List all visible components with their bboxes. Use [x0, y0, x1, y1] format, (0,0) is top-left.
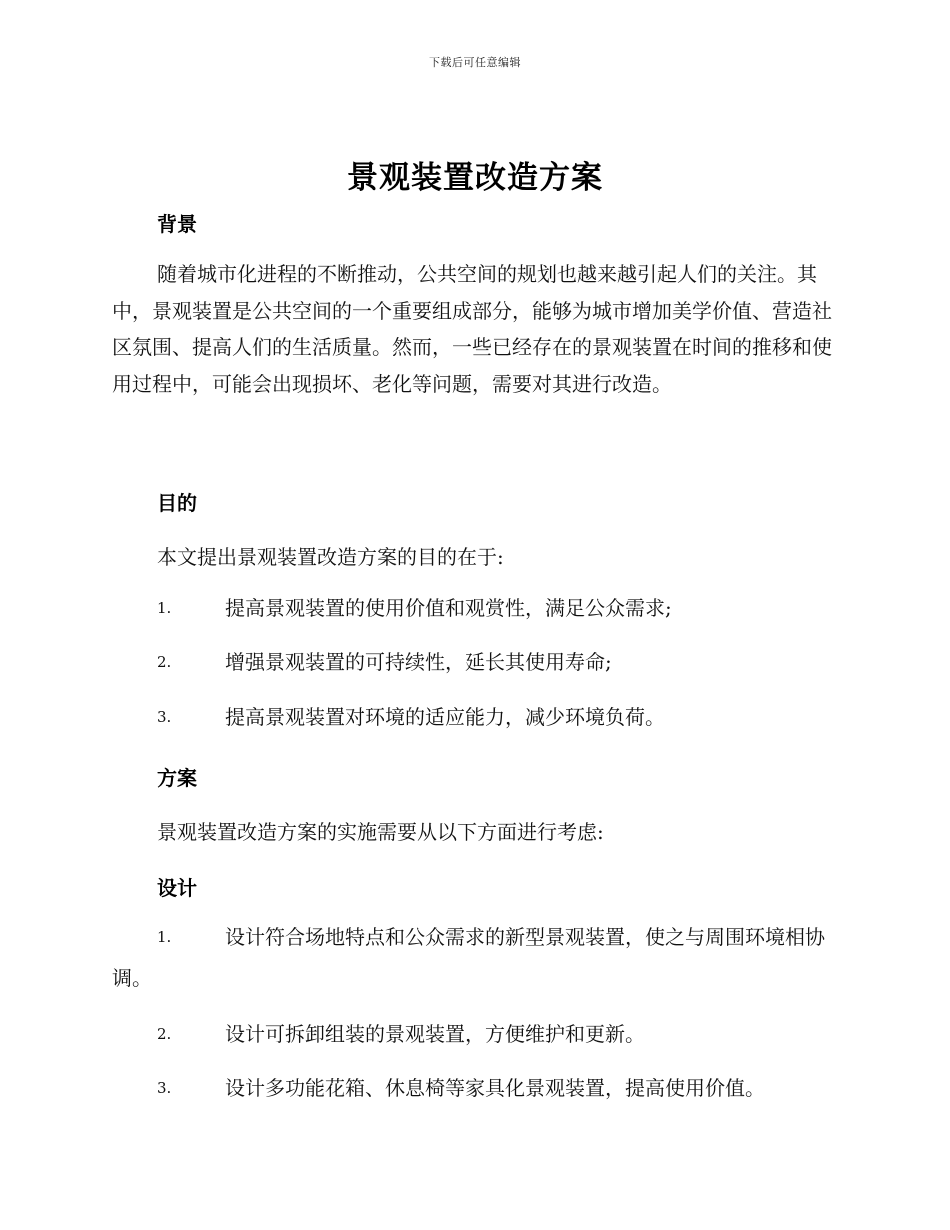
header-note: 下载后可任意编辑 [429, 56, 521, 69]
design-list-item [112, 1068, 838, 1109]
design-list-item [112, 917, 838, 999]
list-item-text: 设计可拆卸组装的景观装置，方便维护和更新。 [225, 1022, 645, 1046]
list-item-text: 提高景观装置对环境的适应能力，减少环境负荷。 [225, 705, 665, 729]
list-item-text: 增强景观装置的可持续性，延长其使用寿命; [225, 650, 612, 674]
purpose-list-item [112, 642, 838, 683]
purpose-intro: 本文提出景观装置改造方案的目的在于: [157, 545, 504, 569]
list-item-number: 1. [157, 599, 172, 617]
purpose-list-item [112, 588, 838, 629]
list-item-number: 2. [157, 653, 172, 671]
purpose-list-item [112, 697, 838, 738]
list-item-text: 提高景观装置的使用价值和观赏性，满足公众需求; [225, 596, 672, 620]
section-heading-plan: 方案 [157, 766, 197, 790]
section-heading-background: 背景 [157, 212, 197, 236]
list-item-text: 设计多功能花箱、休息椅等家具化景观装置，提高使用价值。 [225, 1076, 765, 1100]
list-item-number: 3. [157, 708, 172, 726]
list-item-number: 1. [157, 928, 172, 946]
list-item-number: 2. [157, 1025, 172, 1043]
plan-intro: 景观装置改造方案的实施需要从以下方面进行考虑: [157, 820, 604, 844]
list-item-text: 设计符合场地特点和公众需求的新型景观装置，使之与周围环境相协调。 [112, 925, 825, 990]
section-heading-design: 设计 [157, 876, 197, 900]
design-list-item [112, 1014, 838, 1055]
section-heading-purpose: 目的 [157, 491, 197, 515]
list-item-number: 3. [157, 1079, 172, 1097]
document-title: 景观装置改造方案 [347, 160, 603, 196]
background-paragraph: 随着城市化进程的不断推动，公共空间的规划也越来越引起人们的关注。其中，景观装置是公共空间的一个重要组成部分，能够为城市增加美学价值、营造社区氛围、提高人们的生活质量。然而，一些已经存在的景观装置在时间的推移和使用过程中，可能会出现损坏、老化等问题，需要对其进行改造。 [112, 262, 832, 396]
